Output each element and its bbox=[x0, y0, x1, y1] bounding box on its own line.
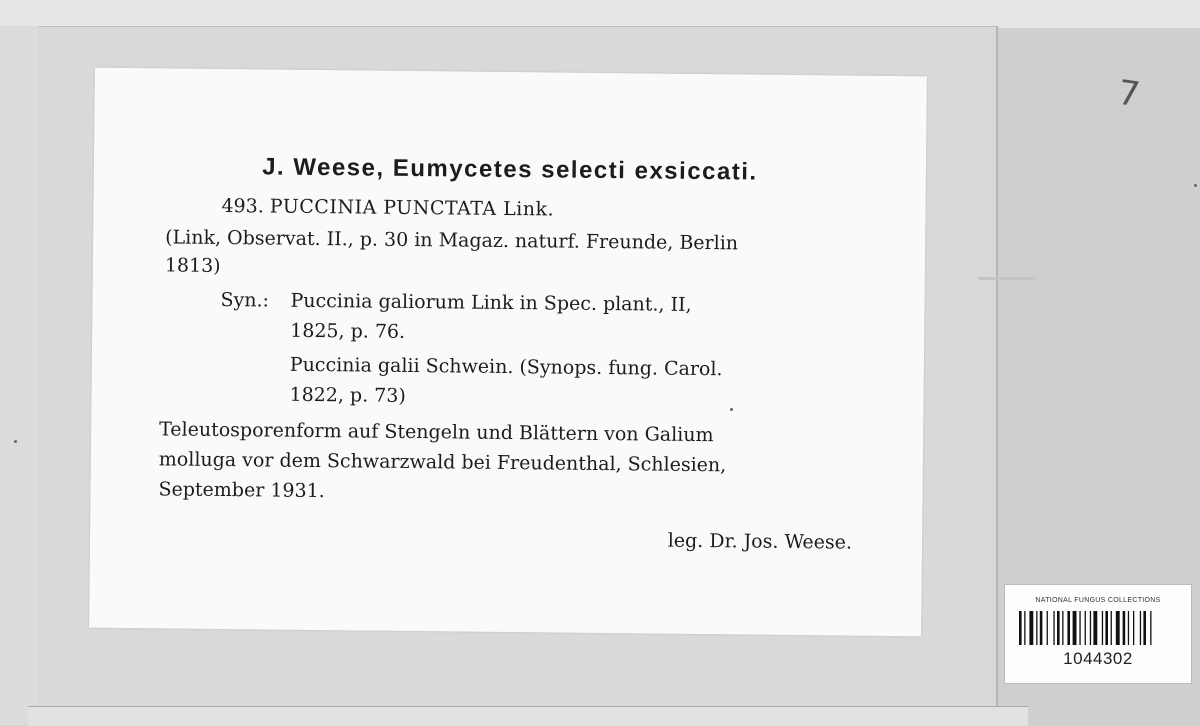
synonym-2-line-1: Puccinia galii Schwein. (Synops. fung. Carol. bbox=[289, 353, 723, 381]
synonym-2-line-2: 1822, p. 73) bbox=[289, 383, 406, 407]
speck bbox=[1194, 184, 1197, 187]
barcode-icon bbox=[1019, 611, 1177, 645]
pencil-annotation: 7 bbox=[1115, 72, 1143, 116]
synonym-prefix: Syn.: bbox=[220, 288, 270, 312]
collector-line: leg. Dr. Jos. Weese. bbox=[667, 529, 853, 554]
barcode-label bbox=[1004, 584, 1192, 684]
specimen-label bbox=[89, 68, 927, 637]
left-sheet-edge bbox=[0, 26, 38, 725]
locality-line-3: September 1931. bbox=[158, 478, 325, 503]
specimen-number: 493. bbox=[221, 194, 264, 218]
synonym-1-line-1: Puccinia galiorum Link in Spec. plant., II, bbox=[290, 289, 692, 316]
locality-line-1: Teleutosporenform auf Stengeln und Blättern von Galium bbox=[159, 418, 714, 447]
barcode-institution: NATIONAL FUNGUS COLLECTIONS bbox=[1035, 597, 1161, 604]
reference-line-1: (Link, Observat. II., p. 30 in Magaz. naturf. Freunde, Berlin bbox=[165, 226, 739, 255]
speck bbox=[730, 408, 733, 411]
synonym-1-line-2: 1825, p. 76. bbox=[290, 319, 406, 343]
sheet-fold bbox=[978, 277, 1036, 280]
species-name: PUCCINIA PUNCTATA Link. bbox=[269, 195, 555, 221]
label-header: J. Weese, Eumycetes selecti exsiccati. bbox=[262, 153, 758, 186]
locality-line-2: molluga vor dem Schwarzwald bei Freudenthal, Schlesien, bbox=[158, 448, 727, 477]
speck bbox=[14, 440, 17, 443]
barcode-number: 1044302 bbox=[1063, 649, 1133, 668]
reference-line-2: 1813) bbox=[164, 254, 221, 277]
specimen-name-line bbox=[221, 195, 554, 220]
lower-sheet-edge bbox=[28, 706, 1028, 726]
